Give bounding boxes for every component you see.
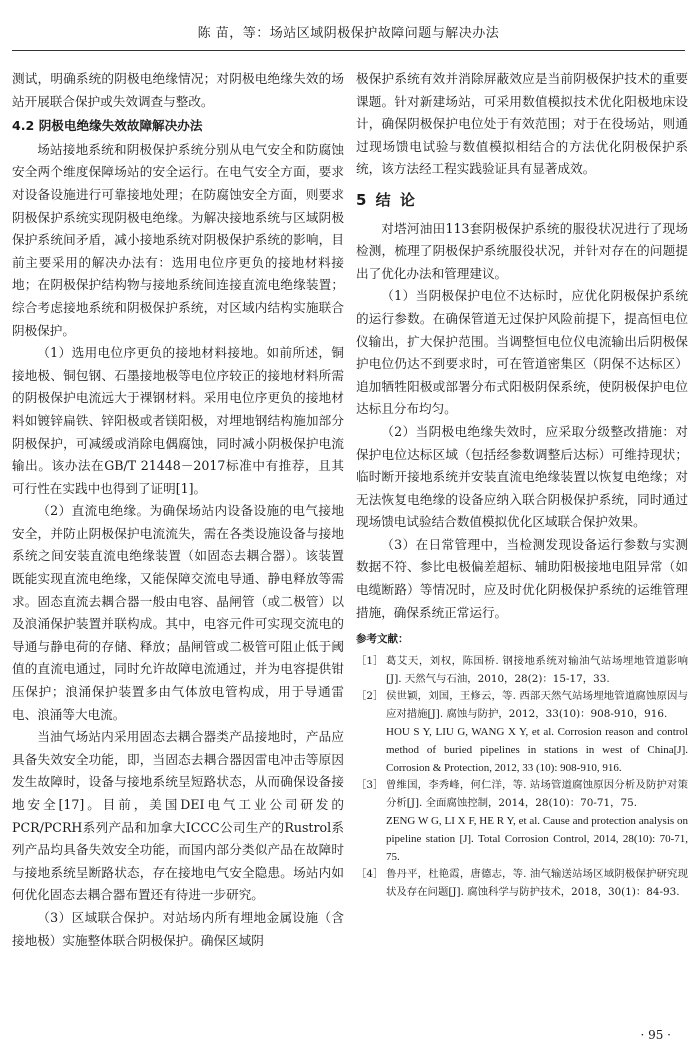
reference-text-zh: 侯世颖，刘国，王修云，等. 西部天然气站场埋地管道腐蚀原因与应对措施[J]. 腐蚀与防护，2012，33(10)：908-910，916. — [386, 690, 688, 721]
reference-text-zh: 鲁丹平，杜艳霞，唐德志，等. 油气输送站场区域阴极保护研究现状及存在问题[J]. 腐蚀科学与防护技术，2018，30(1)：84-93. — [386, 868, 688, 899]
reference-text — [386, 866, 688, 902]
reference-item — [356, 688, 688, 777]
reference-number: ［3］ — [356, 779, 384, 792]
left-continuation-paragraph: 测试，明确系统的阴极电绝缘情况；对阴极电绝缘失效的场站开展联合保护或失效调查与整改。 — [12, 71, 344, 109]
subsection-title: 4.2 阴极电绝缘失效故障解决办法 — [12, 118, 203, 134]
reference-item — [356, 777, 688, 866]
right-column — [356, 68, 688, 902]
reference-text — [386, 688, 688, 777]
right-continuation-paragraph: 极保护系统有效并消除屏蔽效应是当前阴极保护技术的重要课题。针对新建场站，可采用数值模拟技术优化阳极地床设计，确保阴极保护电位处于有效范围；对于在役场站，则通过现场馈电试验与数值模拟相结合的方法优化阴极保护系统，该方法经工程实践验证具有显著成效。 — [356, 71, 688, 177]
conclusion-2-paragraph: （2）当阴极电绝缘失效时，应采取分级整改措施：对保护电位达标区域（包括经参数调整后达标）可维持现状；临时断开接地系统并安装直流电绝缘装置以恢复电绝缘；对无法恢复电绝缘的设备应纳入联合阴极保护系统，同时通过现场馈电试验结合数值模拟优化区域联合保护效果。 — [356, 423, 688, 530]
header-rule — [12, 50, 685, 51]
reference-number: ［4］ — [356, 868, 384, 881]
reference-item — [356, 653, 688, 689]
conclusion-3-paragraph: （3）在日常管理中，当检测发现设备运行参数与实测数据不符、参比电极偏差超标、辅助阳极接地电阻异常（如电缆断路）等情况时，应及时优化阴极保护系统的运维管理措施，确保系统正常运行。 — [356, 536, 688, 620]
method-1-paragraph: （1）选用电位序更负的接地材料接地。如前所述，铜接地极、铜包钢、石墨接地极等电位序较正的接地材料所需的阴极保护电流远大于裸钢材料。采用电位序更负的接地材料如镀锌扁铁、锌阳极或者镁阳极，对埋地钢结构施加部分阴极保护，可减缓或消除电偶腐蚀，同时减小阴极保护电流输出。该办法在GB/T 21448－2017标准中有推荐，且其可行性在实践中也得到了证明[1]。 — [12, 345, 344, 496]
method-2-paragraph: （2）直流电绝缘。为确保场站内设备设施的电气接地安全，并防止阴极保护电流流失，需在各类设施设备与接地系统之间安装直流电绝缘装置（如固态去耦合器）。该装置既能实现直流电绝缘，又能保障交流电导通、静电释放等需求。固态直流去耦合器一般由电容、晶闸管（或二极管）以及浪涌保护装置并联构成。其中，电容元件可实现交流电的导通与静电荷的存储、释放；晶闸管或二极管可阻止低于阈值的直流电通过，同时允许故障电流通过，并为电容提供钳压保护；浪涌保护装置多由气体放电管构成，用于导通雷电、浪涌等大电流。 — [12, 503, 344, 722]
conclusion-1-paragraph: （1）当阴极保护电位不达标时，应优化阴极保护系统的运行参数。在确保管道无过保护风险前提下，提高恒电位仪输出，扩大保护范围。当调整恒电位仪电流输出后阴极保护电位仍达不到要求时，可在管道密集区（阴保不达标区）追加牺牲阳极或部署分布式阳极阴保系统，使阴极保护电位达标且分布均匀。 — [356, 288, 688, 417]
method-3-paragraph: （3）区域联合保护。对站场内所有埋地金属设施（含接地极）实施整体联合阴极保护。确保区域阴 — [12, 909, 344, 948]
reference-text-zh: 葛艾天，刘权，陈国桥. 钢接地系统对输油气站场埋地管道影响[J]. 天然气与石油，2010，28(2)：15-17，33. — [386, 654, 688, 685]
references-label: 参考文献： — [356, 633, 409, 646]
page-number: · 95 · — [640, 1028, 671, 1042]
decoupler-paragraph: 当油气场站内采用固态去耦合器类产品接地时，产品应具备失效安全功能，即，当固态去耦合器因雷电冲击等原因发生故障时，设备与接地系统呈短路状态，从而确保设备接地安全[17]。目前，美国DEI电气工业公司研发的PCR/PCRH系列产品和加拿大ICCC公司生产的Rustrol系列产品均具备失效安全功能，而国内部分类似产品在故障时与接地系统呈断路状态，存在接地电气安全隐患。场站内如何优化固态去耦合器布置还有待进一步研究。 — [12, 729, 344, 903]
running-header: 陈 苗，等：场站区域阴极保护故障问题与解决办法 — [197, 26, 500, 41]
reference-text-en: ZENG W G, LI X F, HE R Y, et al. Cause and protection analysis on pipeline station [J]. Total Corrosion Control, 2014, 28(10): 70-71, 75. — [386, 815, 688, 863]
conclusion-paragraph: 对塔河油田113套阴极保护系统的服役状况进行了现场检测，梳理了阴极保护系统服役状况，并针对存在的问题提出了优化办法和管理建议。 — [356, 220, 688, 281]
reference-text-zh: 曾维国，李秀峰，何仁洋，等. 站场管道腐蚀原因分析及防护对策分析[J]. 全面腐蚀控制，2014，28(10)：70-71，75. — [386, 779, 688, 810]
reference-text — [386, 777, 688, 866]
reference-number: ［2］ — [356, 690, 384, 703]
reference-text — [386, 653, 688, 689]
left-column — [12, 68, 344, 952]
section-title: 5 结 论 — [356, 190, 417, 209]
reference-number: ［1］ — [356, 654, 384, 667]
intro-paragraph: 场站接地系统和阴极保护系统分别从电气安全和防腐蚀安全两个维度保障场站的安全运行。在电气安全方面，要求对设备设施进行可靠接地处理；在防腐蚀安全方面，则要求阴极保护系统实现阴极电绝缘。为解决接地系统与区域阴极保护系统间矛盾，减小接地系统对阴极保护系统的影响，目前主要采用的解决办法有：选用电位序更负的接地材料接地；在阴极保护结构物与接地系统间连接直流电绝缘装置；综合考虑接地系统和阴极保护系统，对区域内结构实施联合阴极保护。 — [12, 141, 344, 338]
reference-item — [356, 866, 688, 902]
reference-text-en: HOU S Y, LIU G, WANG X Y, et al. Corrosion reason and control method of buried pipelines in stations in west of China[J]. Corrosion & Protection, 2012, 33 (10): 908-910, 916. — [386, 726, 688, 774]
